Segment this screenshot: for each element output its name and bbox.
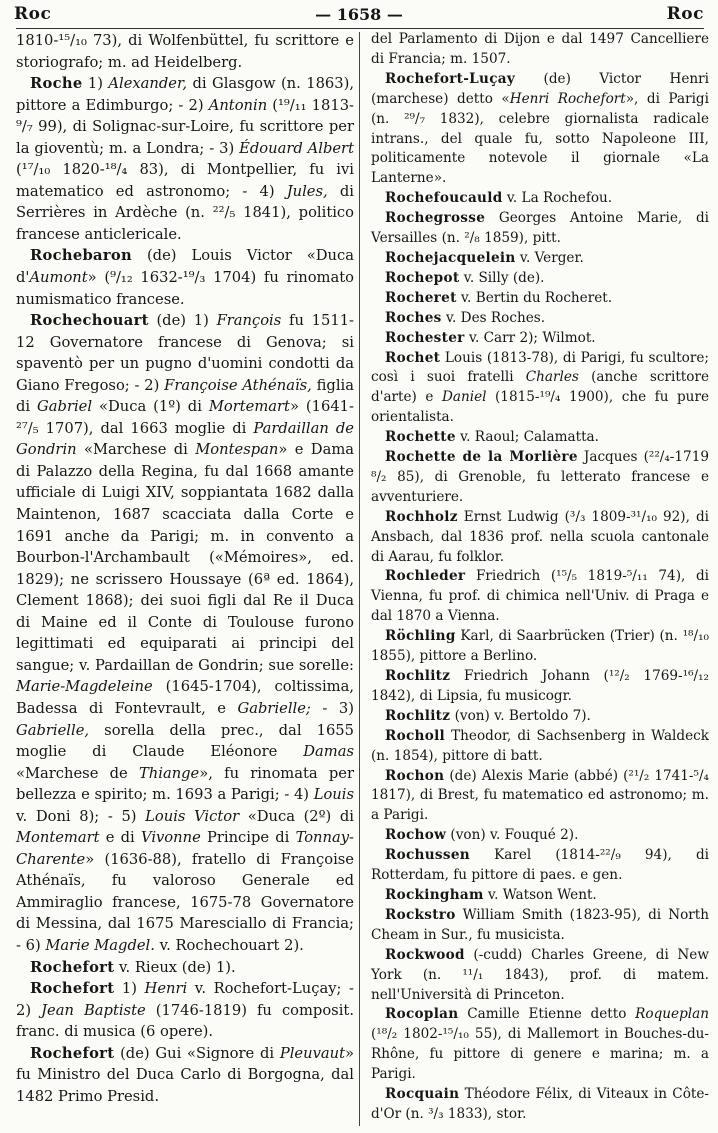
entry-text: » e Dama di Palazzo della Regina, fu dal 1668 amante ufficiale di Luigi XIV, soppiantata 1682 dalla Maintenon, 1687 scacciata dalla Corte e 1691 anche da Parigi; m. in convento a Bourbon-l'Archambault («Mémoires», ed. 1829); ne scrissero Houssaye (6ª ed. 1864), Clement 1868); dei suoi figli dal Re il Duca di Maine ed il Conte di Toulouse furono legittimati ed equiparati ai principi del sangue; v. Pardaillan de Gondrin; sue sorelle:	[16, 441, 355, 674]
entry-text: v. Bertin du Rocheret.	[456, 289, 613, 306]
italic-text: Pardaillan de Gondrin	[16, 419, 354, 459]
entry-text: Karl, di Saarbrücken (Trier) (n. ¹⁸/₁₀ 1855), pittore a Berlino.	[371, 628, 709, 665]
italic-text: Damas	[303, 743, 354, 761]
entry-text: (1645-1704), coltissima, Badessa di Fontevrault, e	[16, 678, 354, 717]
entry-text: (de) Victor Henri (marchese) detto «	[371, 70, 709, 107]
headword: Roches	[385, 309, 442, 326]
entry-text: v. Rochechouart 2).	[154, 936, 304, 954]
entry-rochefort-3	[16, 1043, 354, 1108]
entry-text: v. Des Roches.	[441, 309, 546, 326]
headword: Rochlitz	[385, 707, 451, 724]
entry-rocoplan	[371, 1005, 709, 1085]
italic-text: Thiange	[138, 764, 200, 782]
entry-rochester	[371, 329, 709, 349]
headword: Rochette	[385, 429, 456, 446]
entry-text: di Glasgow (n. 1863), pittore a Edimburgo; - 2)	[16, 75, 355, 114]
headword: Rocheret	[385, 289, 457, 306]
italic-text: Daniel	[441, 389, 487, 406]
italic-text: Tonnay-Charente	[16, 829, 354, 868]
headword: Rochejacquelein	[385, 249, 516, 266]
entry-text: Principe di	[200, 829, 296, 847]
entry-rochow	[371, 826, 709, 846]
entry-rochette	[371, 428, 709, 448]
entry-text: Friedrich (¹⁵/₅ 1819-⁵/₁₁ 74), di Vienna, fu prof. di chimica nell'Univ. di Praga e dal 1870 a Vienna.	[371, 568, 709, 625]
entry-rochepot	[371, 269, 709, 289]
entry-text: 1)	[114, 980, 145, 998]
entry-rocheret	[371, 289, 709, 309]
italic-text: Gabrielle;	[237, 699, 311, 717]
entry-text: (de) 1)	[148, 312, 217, 330]
entry-roche	[16, 73, 354, 245]
entry-rochefort-1	[16, 957, 354, 979]
entry-text: Theodor, di Sachsenberg in Waldeck (n. 1854), pittore di batt.	[371, 727, 709, 764]
headword: Rochow	[385, 827, 447, 844]
italic-text: Gabrielle,	[16, 721, 90, 739]
italic-text: Montespan	[195, 441, 279, 459]
italic-text: Antonin	[208, 96, 268, 114]
entry-text: (de) Alexis Marie (abbé) (²¹/₂ 1741-⁵/₄ 1817), di Brest, fu matematico ed astronomo; m. a Parigi.	[371, 767, 709, 824]
entry-text: (von) v. Fouqué 2).	[446, 827, 579, 844]
header-guide-word-left: Roc	[14, 4, 52, 24]
italic-text: Henri Rochefort	[509, 90, 626, 107]
entry-text: sorella della prec., dal 1655 moglie di Claude Eléonore	[16, 721, 354, 761]
entry-text: » (1636-88), fratello di Françoise Athénaïs, fu valoroso Generale ed Ammiraglio francese, 1675-78 Governatore di Messina, dal 1675 Maresciallo di Francia; - 6)	[16, 850, 354, 954]
headword: Rochleder	[385, 568, 466, 585]
headword: Rochebaron	[30, 247, 132, 265]
entry-text: (de) Gui «Signore di	[114, 1044, 280, 1062]
running-header	[14, 2, 704, 26]
entry-text: figlia di	[16, 376, 354, 416]
headword: Rochussen	[385, 847, 470, 864]
header-rule	[16, 28, 704, 29]
entry-rocquain	[371, 1085, 709, 1125]
headword: Rochefort	[30, 958, 115, 976]
italic-text: Louis	[313, 786, 354, 804]
entry-text: v. Doni 8); - 5)	[16, 807, 146, 825]
entry-text: v. Watson Went.	[483, 886, 597, 903]
entry-text: Karel (1814-²²/₉ 94), di Rotterdam, fu pittore di paes. e gen.	[371, 847, 709, 884]
headword: Rocholl	[385, 727, 446, 744]
entry-text: «Duca (1º) di	[92, 398, 209, 416]
entry-text: v. Rieux (de) 1).	[114, 958, 236, 976]
headword: Röchling	[385, 628, 456, 645]
headword: Rochlitz	[385, 668, 451, 684]
italic-text: Alexander,	[108, 75, 188, 93]
italic-text: Édouard Albert	[239, 139, 354, 157]
entry-text: William Smith (1823-95), di North Cheam in Sur., fu musicista.	[371, 906, 709, 943]
italic-text: Roqueplan	[635, 1006, 709, 1023]
italic-text: Pleuvaut	[279, 1044, 345, 1062]
headword: Rochholz	[385, 508, 458, 525]
italic-text: Marie-Magdeleine	[16, 678, 153, 696]
entry-rochleder	[371, 567, 709, 627]
entry-text: Ernst Ludwig (³/₃ 1809-³¹/₁₀ 92), di Ansbach, dal 1836 prof. nella scuola cantonale di Aarau, fu folklor.	[371, 508, 709, 565]
headword: Roche	[30, 75, 83, 93]
headword: Rockstro	[385, 906, 456, 923]
entry-rockingham	[371, 886, 709, 906]
headword: Rochefoucauld	[385, 190, 503, 207]
headword: Rockingham	[385, 886, 484, 903]
entry-text: «Marchese de	[16, 764, 139, 782]
header-guide-word-right: Roc	[666, 4, 704, 24]
entry-rochefort-lucay	[371, 70, 709, 189]
entry-text: (¹⁸/₂ 1802-¹⁵/₁₀ 55), di Mallemort in Bouches-du-Rhône, fu pittore di genere e marina; m. a Parigi.	[371, 1026, 709, 1083]
entry-text: (1815-¹⁹/₄ 1900), che fu pure orientalista.	[371, 389, 709, 426]
entry-text: (¹⁹/₁₁ 1813-⁹/₇ 99), di Solignac-sur-Loire, fu scrittore per la gioventù; m. a Londra; - 3)	[16, 96, 355, 157]
entry-rochebaron	[16, 245, 354, 310]
entry-text: del Parlamento di Dijon e dal 1497 Cancelliere di Francia; m. 1507.	[371, 31, 709, 67]
entry-rochussen	[371, 846, 709, 886]
entry-text: «Marchese di	[76, 441, 196, 459]
column-divider	[359, 32, 360, 1126]
entry-cont	[16, 30, 354, 73]
left-column	[16, 30, 354, 1107]
italic-text: Montemart	[16, 829, 100, 847]
entry-text: 1)	[82, 75, 109, 93]
italic-text: Henri	[144, 980, 188, 998]
entry-text: Friedrich Johann (¹²/₂ 1769-¹⁶/₁₂ 1842), di Lipsia, fu musicogr.	[371, 668, 709, 704]
headword: Rochester	[385, 329, 465, 346]
entry-text: (de) Louis Victor «Duca d'	[16, 247, 354, 287]
entry-text: (von) v. Bertoldo 7).	[450, 707, 591, 724]
entry-rochling	[371, 627, 709, 667]
entry-rocholl	[371, 727, 709, 767]
italic-text: Marie Magdel.	[45, 936, 155, 954]
entry-text: » fu Ministro del Duca Carlo di Borgogna, dal 1482 Primo Presid.	[16, 1044, 354, 1105]
italic-text: Louis Victor	[145, 807, 240, 825]
entry-text: Jacques (²²/₄-1719 ⁸/₂ 85), di Grenoble, fu letterato francese e avventuriere.	[371, 449, 709, 505]
entry-text: «Duca (2º) di	[239, 807, 354, 825]
headword: Rocoplan	[385, 1006, 459, 1023]
entry-rochechouart	[16, 310, 354, 956]
entry-rochlitz-2	[371, 707, 709, 727]
italic-text: Aumont	[29, 269, 88, 287]
entry-text: v. Silly (de).	[459, 269, 545, 286]
italic-text: Jean Baptiste	[41, 1001, 146, 1019]
headword: Rochepot	[385, 269, 460, 286]
entry-text: (anche scrittore d'arte) e	[371, 369, 709, 406]
entry-text: (-cudd) Charles Greene, di New York (n. ¹¹/₁ 1843), prof. di matem. nell'Università di Princeton.	[371, 946, 709, 1003]
entry-text: » (1641-²⁷/₅ 1707), dal 1663 moglie di	[16, 398, 354, 437]
entry-text: v. La Rochefou.	[502, 190, 613, 207]
entry-cont2	[371, 30, 709, 70]
headword: Rochechouart	[30, 312, 149, 330]
headword: Rocquain	[385, 1086, 460, 1103]
entry-rochegrosse	[371, 209, 709, 249]
headword: Rochefort	[30, 1044, 115, 1062]
entry-rochefoucauld	[371, 189, 709, 209]
headword: Rochefort-Luçay	[385, 70, 516, 87]
entry-rochlitz-1	[371, 667, 709, 707]
entry-rochholz	[371, 508, 709, 568]
entry-text: » (⁹/₁₂ 1632-¹⁹/₃ 1704) fu rinomato numismatico francese.	[16, 269, 354, 308]
entry-text: Théodore Félix, di Viteaux in Côte-d'Or (n. ³/₃ 1833), stor.	[371, 1086, 709, 1122]
entry-text: », fu rinomata per bellezza e spirito; m. 1693 a Parigi; - 4)	[16, 764, 354, 804]
entry-rochet	[371, 349, 709, 429]
entry-text: v. Verger.	[515, 249, 584, 266]
entry-rochette-morliere	[371, 448, 709, 508]
italic-text: Jules,	[286, 182, 328, 200]
entry-text: 1810-¹⁵/₁₀ 73), di Wolfenbüttel, fu scrittore e storiografo; m. ad Heidelberg.	[16, 32, 354, 71]
entry-rockwood	[371, 946, 709, 1006]
italic-text: Françoise Athénaïs,	[164, 376, 312, 394]
entry-rochon	[371, 767, 709, 827]
entry-rochefort-2	[16, 978, 354, 1043]
headword: Rockwood	[385, 946, 465, 963]
italic-text: Vivonne	[140, 829, 201, 847]
italic-text: François	[216, 312, 282, 330]
headword: Rochon	[385, 767, 445, 784]
headword: Rochette de la Morlière	[385, 449, 578, 466]
entry-rockstro	[371, 906, 709, 946]
entry-text: - 3)	[310, 699, 354, 717]
italic-text: Gabriel	[37, 398, 93, 416]
page-number: — 1658 —	[315, 4, 403, 24]
right-column	[371, 30, 709, 1125]
entry-text: (1746-1819) fu composit. franc. di musica (6 opere).	[16, 1001, 354, 1041]
entry-roches	[371, 309, 709, 329]
italic-text: Mortemart	[208, 398, 290, 416]
entry-text: Louis (1813-78), di Parigi, fu scultore; così i suoi fratelli	[371, 349, 709, 386]
entry-text: e di	[99, 829, 141, 847]
entry-text: fu 1511-12 Governatore francese di Genova; si spaventò per un pugno d'uomini condotti da Giano Fregoso; - 2)	[16, 312, 355, 394]
entry-text: di Serrières in Ardèche (n. ²²/₅ 1841), politico francese anticlericale.	[16, 182, 354, 243]
entry-text: v. Carr 2); Wilmot.	[464, 329, 596, 346]
entry-text: Georges Antoine Marie, di Versailles (n. ²/₈ 1859), pitt.	[371, 210, 709, 247]
entry-text: », di Parigi (n. ²⁹/₇ 1832), celebre giornalista radicale intrans., del quale fu, sotto Napoleone III, politicamente notevole il giornale «La Lanterne».	[371, 90, 709, 187]
entry-rochejacquelein	[371, 249, 709, 269]
entry-text: v. Rochefort-Luçay; - 2)	[16, 980, 354, 1019]
entry-text: Camille Etienne detto	[458, 1006, 636, 1023]
headword: Rochegrosse	[385, 210, 486, 227]
entry-text: (¹⁷/₁₀ 1820-¹⁸/₄ 83), di Montpellier, fu ivi matematico ed astronomo; - 4)	[16, 161, 354, 200]
headword: Rochet	[385, 349, 441, 366]
entry-text: v. Raoul; Calamatta.	[455, 429, 599, 446]
headword: Rochefort	[30, 980, 115, 998]
italic-text: Charles	[525, 369, 579, 386]
